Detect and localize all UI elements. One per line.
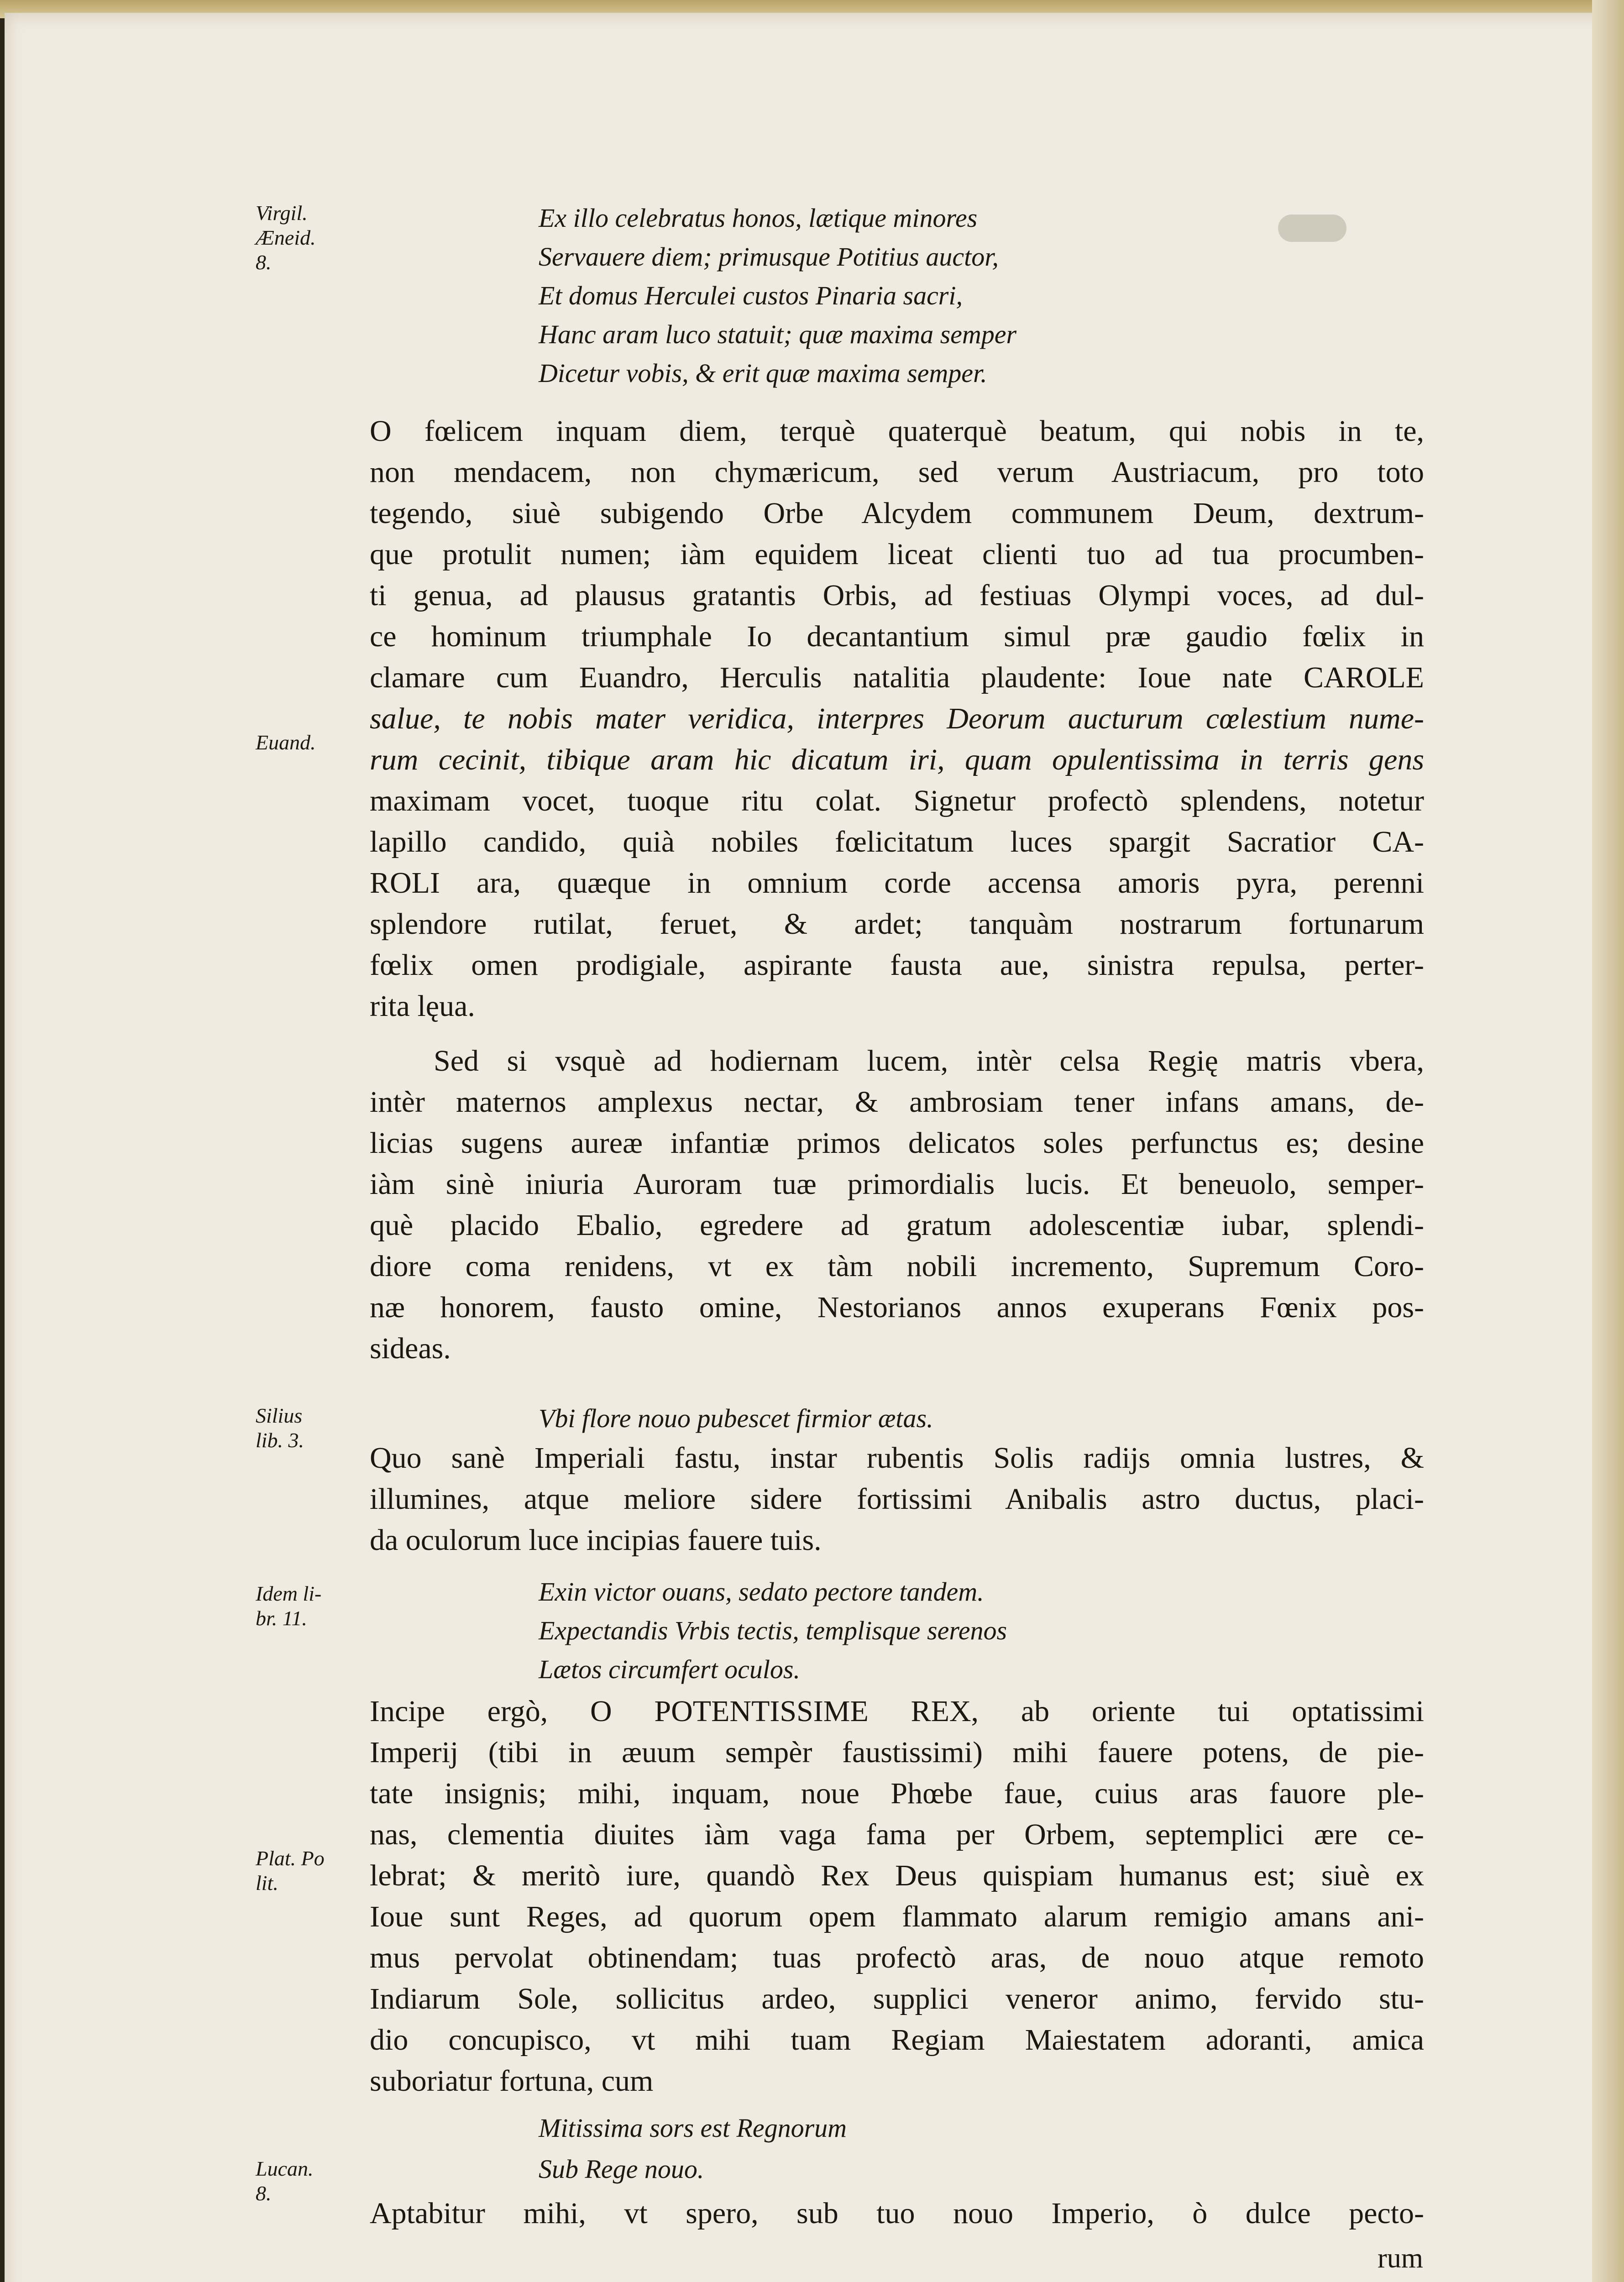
- margin-note-silius: Silius lib. 3.: [256, 1404, 304, 1452]
- margin-note-virgil: Virgil. Æneid. 8.: [256, 201, 316, 274]
- verse-line: Ex illo celebratus honos, lætique minores: [539, 203, 978, 233]
- body-line: que protulit numen; iàm equidem liceat clienti tuo ad tua procumben-: [370, 538, 1424, 571]
- verse-line: Expectandis Vrbis tectis, templisque serenos: [539, 1616, 1007, 1645]
- body-line: næ honorem, fausto omine, Nestorianos annos exuperans Fœnix pos-: [370, 1291, 1424, 1324]
- body-line: licias sugens aureæ infantiæ primos delicatos soles perfunctus es; desine: [370, 1126, 1424, 1160]
- body-line: Quo sanè Imperiali fastu, instar rubentis Solis radijs omnia lustres, &: [370, 1441, 1424, 1475]
- body-line: rita lęua.: [370, 989, 475, 1023]
- page-right-edge: [1592, 0, 1624, 2282]
- verse-line: Mitissima sors est Regnorum: [539, 2113, 847, 2143]
- catchword: rum: [1378, 2243, 1423, 2274]
- body-line: tate insignis; mihi, inquam, noue Phœbe faue, cuius aras fauore ple-: [370, 1777, 1424, 1810]
- body-line: suboriatur fortuna, cum: [370, 2064, 654, 2098]
- verse-line: Dicetur vobis, & erit quæ maxima semper.: [539, 358, 987, 388]
- verse-line: Vbi flore nouo pubescet firmior ætas.: [539, 1403, 933, 1433]
- body-line: nas, clementia diuites iàm vaga fama per Orbem, septemplici ære ce-: [370, 1818, 1424, 1851]
- body-line: lebrat; & meritò iure, quandò Rex Deus quispiam humanus est; siuè ex: [370, 1859, 1424, 1892]
- verse-line: Et domus Herculei custos Pinaria sacri,: [539, 281, 963, 310]
- body-line: fœlix omen prodigiale, aspirante fausta aue, sinistra repulsa, perter-: [370, 948, 1424, 982]
- verse-line: Servauere diem; primusque Potitius auctor,: [539, 242, 999, 272]
- body-line: diore coma renidens, vt ex tàm nobili incremento, Supremum Coro-: [370, 1250, 1424, 1283]
- body-line: sideas.: [370, 1332, 451, 1365]
- body-line: mus pervolat obtinendam; tuas profectò aras, de nouo atque remoto: [370, 1941, 1424, 1974]
- margin-note-plat: Plat. Po lit.: [256, 1847, 325, 1895]
- body-line: Ioue sunt Reges, ad quorum opem flammato alarum remigio amans ani-: [370, 1900, 1424, 1933]
- body-line: salue, te nobis mater veridica, interpres Deorum aucturum cœlestium nume-: [370, 702, 1424, 735]
- body-line: rum cecinit, tibique aram hic dicatum iri, quam opulentissima in terris gens: [370, 743, 1424, 776]
- body-line: Indiarum Sole, sollicitus ardeo, supplici veneror animo, fervido stu-: [370, 1982, 1424, 2015]
- body-line: iàm sinè iniuria Auroram tuæ primordialis lucis. Et beneuolo, semper-: [370, 1167, 1424, 1201]
- verse-line: Sub Rege nouo.: [539, 2154, 704, 2184]
- margin-note-idem: Idem li- br. 11.: [256, 1582, 322, 1630]
- verse-line: Hanc aram luco statuit; quæ maxima semper: [539, 319, 1017, 349]
- body-line: intèr maternos amplexus nectar, & ambrosiam tener infans amans, de-: [370, 1085, 1424, 1119]
- body-line: splendore rutilat, feruet, & ardet; tanquàm nostrarum fortunarum: [370, 907, 1424, 941]
- body-line: da oculorum luce incipias fauere tuis.: [370, 1523, 822, 1557]
- body-line: non mendacem, non chymæricum, sed verum Austriacum, pro toto: [370, 455, 1424, 489]
- margin-note-lucan: Lucan. 8.: [256, 2157, 314, 2205]
- verse-line: Exin victor ouans, sedato pectore tandem.: [539, 1577, 984, 1607]
- body-line: Aptabitur mihi, vt spero, sub tuo nouo Imperio, ò dulce pecto-: [370, 2197, 1424, 2230]
- body-line: ce hominum triumphale Io decantantium simul præ gaudio fœlix in: [370, 620, 1424, 653]
- body-line: dio concupisco, vt mihi tuam Regiam Maiestatem adoranti, amica: [370, 2023, 1424, 2057]
- body-line: maximam vocet, tuoque ritu colat. Signetur profectò splendens, notetur: [370, 784, 1424, 817]
- margin-note-euand: Euand.: [256, 731, 316, 754]
- body-line: O fœlicem inquam diem, terquè quaterquè beatum, qui nobis in te,: [370, 414, 1424, 448]
- body-line: què placido Ebalio, egredere ad gratum adolescentiæ iubar, splendi-: [370, 1209, 1424, 1242]
- body-line: tegendo, siuè subigendo Orbe Alcydem communem Deum, dextrum-: [370, 497, 1424, 530]
- ink-smudge: [1278, 215, 1346, 242]
- body-line: Sed si vsquè ad hodiernam lucem, intèr celsa Regię matris vbera,: [434, 1044, 1424, 1078]
- body-line: illumines, atque meliore sidere fortissimi Anibalis astro ductus, placi-: [370, 1482, 1424, 1516]
- body-line: ROLI ara, quæque in omnium corde accensa amoris pyra, perenni: [370, 866, 1424, 900]
- body-line: lapillo candido, quià nobiles fœlicitatum luces spargit Sacratior CA-: [370, 825, 1424, 858]
- body-line: ti genua, ad plausus gratantis Orbis, ad festiuas Olympi voces, ad dul-: [370, 579, 1424, 612]
- verse-line: Lætos circumfert oculos.: [539, 1654, 801, 1684]
- body-line: Imperij (tibi in æuum sempèr faustissimi) mihi fauere potens, de pie-: [370, 1736, 1424, 1769]
- body-line: clamare cum Euandro, Herculis natalitia plaudente: Ioue nate CAROLE: [370, 661, 1424, 694]
- body-line: Incipe ergò, O POTENTISSIME REX, ab oriente tui optatissimi: [370, 1695, 1424, 1728]
